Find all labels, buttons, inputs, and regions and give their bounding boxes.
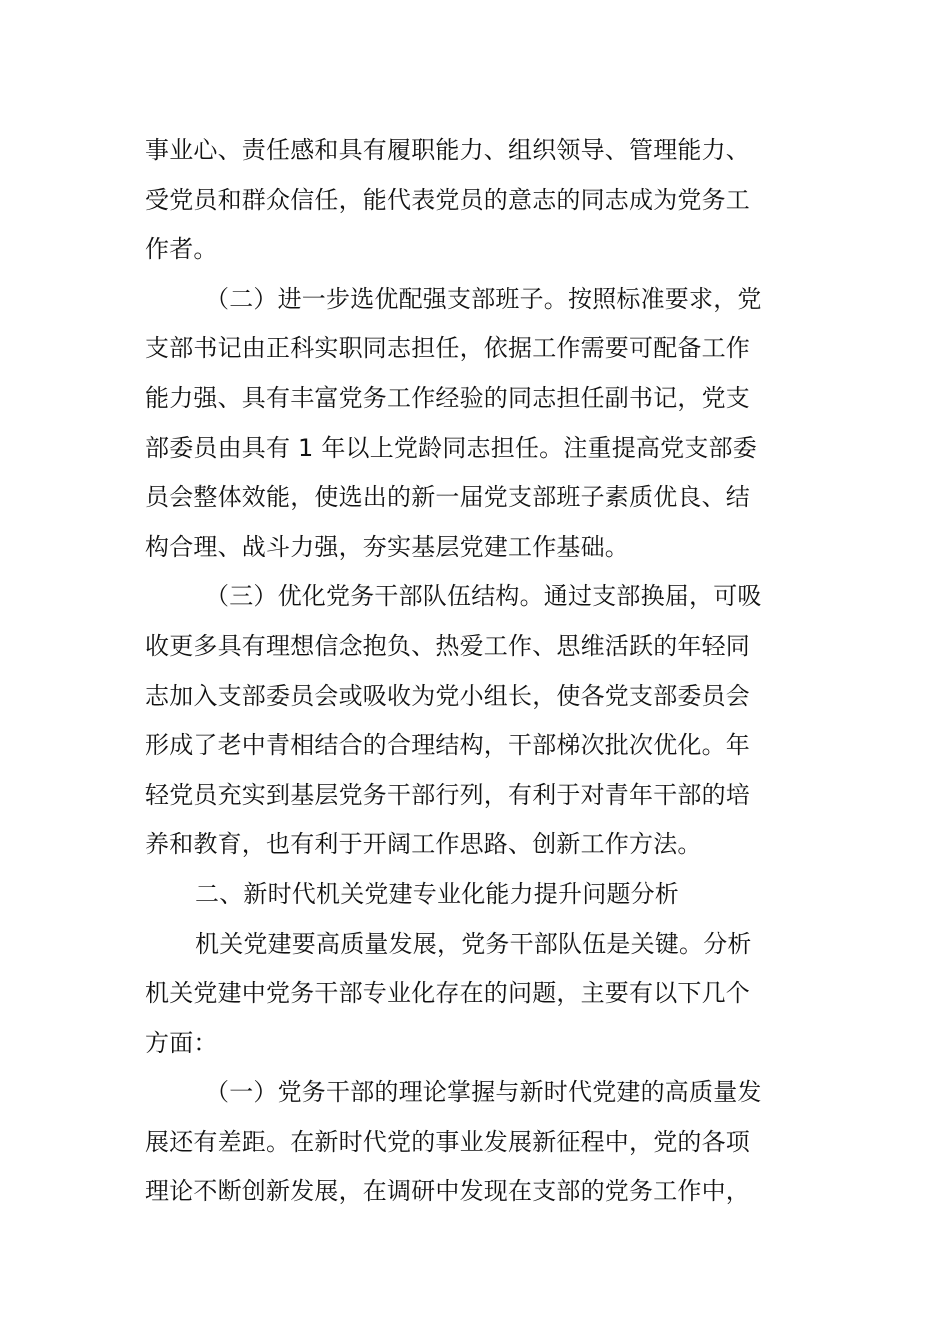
text-line: 员会整体效能，使选出的新一届党支部班子素质优良、结 (145, 483, 750, 512)
text-line: 支部书记由正科实职同志担任，依据工作需要可配备工作 (145, 334, 750, 363)
section-heading-line: （二）进一步选优配强支部班子。按照标准要求，党 (205, 284, 762, 313)
text-line: 方面： (145, 1028, 218, 1057)
text-line: 机关党建要高质量发展，党务干部队伍是关键。分析 (195, 929, 752, 958)
text-line: 机关党建中党务干部专业化存在的问题，主要有以下几个 (145, 979, 750, 1008)
text-line: 收更多具有理想信念抱负、热爱工作、思维活跃的年轻同 (145, 631, 750, 660)
text-line: 事业心、责任感和具有履职能力、组织领导、管理能力、 (145, 136, 750, 164)
text-line: 养和教育，也有利于开阔工作思路、创新工作方法。 (145, 830, 702, 859)
text-line: 部委员由具有 1 年以上党龄同志担任。注重提高党支部委 (145, 433, 757, 462)
text-line: 受党员和群众信任，能代表党员的意志的同志成为党务工 (145, 185, 750, 214)
text-line: 展还有差距。在新时代党的事业发展新征程中，党的各项 (145, 1127, 750, 1156)
section-heading-line: （三）优化党务干部队伍结构。通过支部换届，可吸 (205, 582, 762, 611)
text-line: 构合理、战斗力强，夯实基层党建工作基础。 (145, 532, 629, 561)
text-line: 作者。 (145, 235, 218, 264)
section-heading-line: （一）党务干部的理论掌握与新时代党建的高质量发 (205, 1078, 762, 1107)
body-text (145, 126, 810, 1217)
chapter-heading-line: 二、新时代机关党建专业化能力提升问题分析 (195, 879, 679, 908)
text-line: 理论不断创新发展，在调研中发现在支部的党务工作中， (145, 1177, 750, 1206)
text-line: 能力强、具有丰富党务工作经验的同志担任副书记，党支 (145, 383, 750, 412)
text-line: 形成了老中青相结合的合理结构，干部梯次批次优化。年 (145, 731, 750, 760)
text-line: 志加入支部委员会或吸收为党小组长，使各党支部委员会 (145, 681, 750, 710)
text-line: 轻党员充实到基层党务干部行列，有利于对青年干部的培 (145, 780, 750, 809)
